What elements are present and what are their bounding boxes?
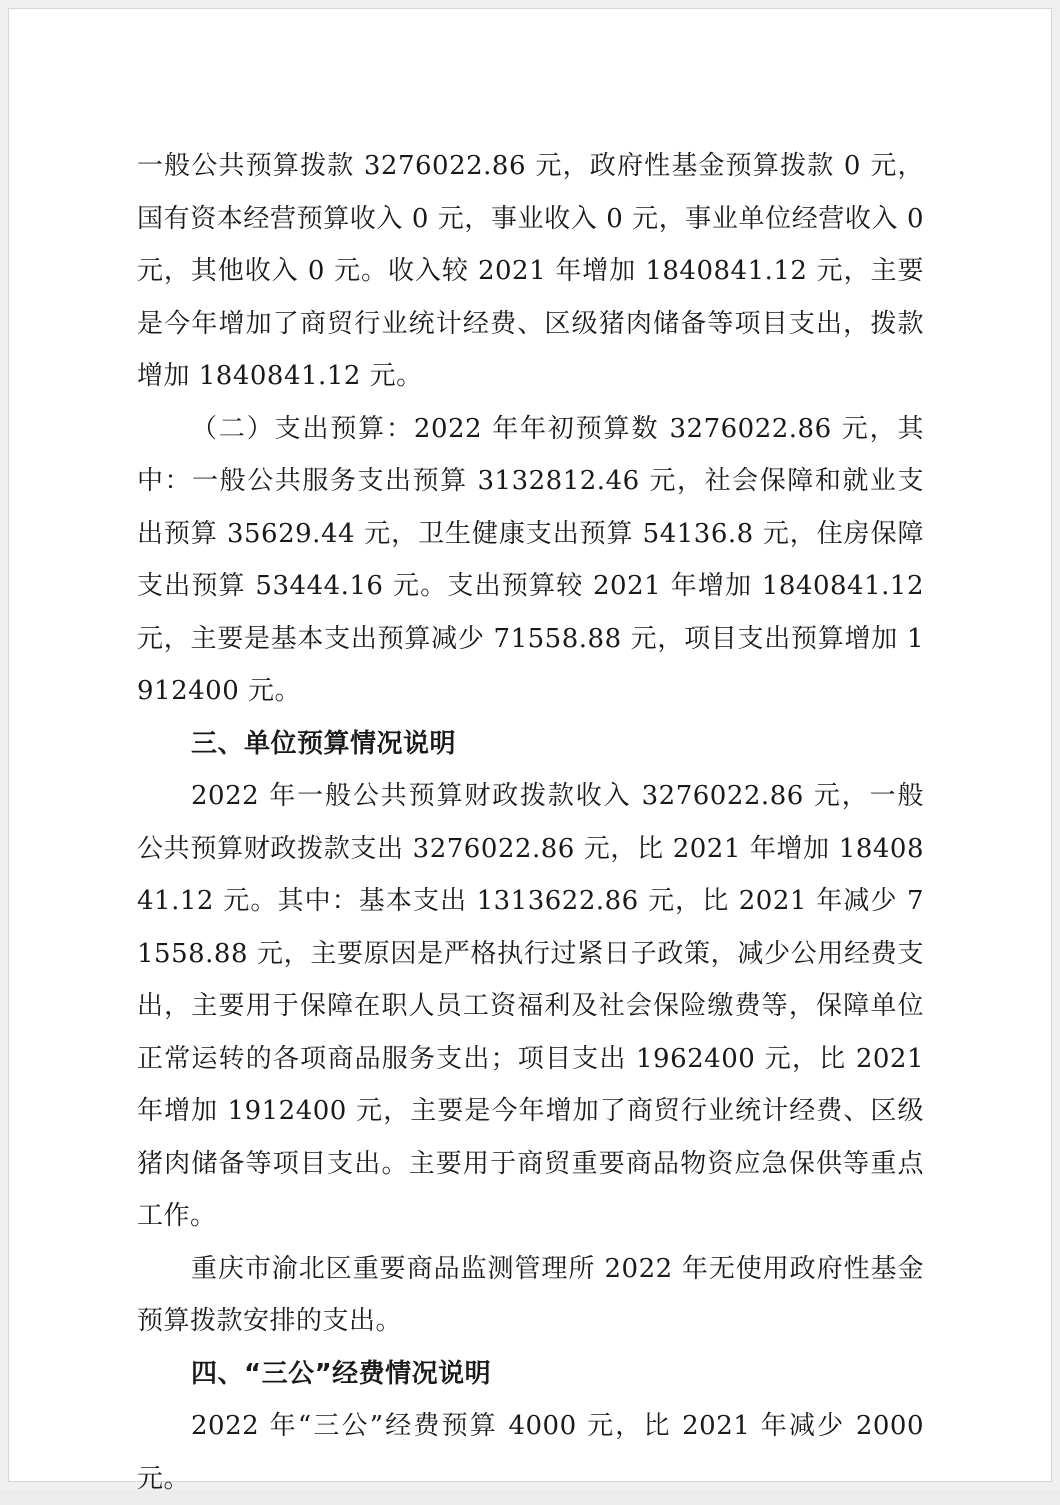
document-body: [137, 140, 924, 1505]
section-heading-unit-budget: 三、单位预算情况说明: [191, 728, 457, 759]
paragraph-unit-budget: 2022 年一般公共预算财政拨款收入 3276022.86 元，一般公共预算财政拨款支出 3276022.86 元，比 2021 年增加 1840841.12 元。其中：基本支出 1313622.86 元，比 2021 年减少 71558.88 元，主要原因是严格执行过紧日子政策，减少公用经费支出，主要用于保障在职人员工资福利及社会保险缴费等，保障单位正常运转的各项商品服务支出；项目支出 1962400 元，比 2021 年增加 1912400 元，主要是今年增加了商贸行业统计经费、区级猪肉储备等项目支出。主要用于商贸重要商品物资应急保供等重点工作。: [137, 781, 924, 1231]
paragraph-income-detail: 一般公共预算拨款 3276022.86 元，政府性基金预算拨款 0 元，国有资本经营预算收入 0 元，事业收入 0 元，事业单位经营收入 0 元，其他收入 0 元。收入较 2021 年增加 1840841.12 元，主要是今年增加了商贸行业统计经费、区级猪肉储备等项目支出，拨款增加 1840841.12 元。: [137, 151, 924, 391]
paragraph-three-public-budget: 2022 年“三公”经费预算 4000 元，比 2021 年减少 2000 元。: [137, 1411, 924, 1494]
section-heading-three-public: 四、“三公”经费情况说明: [191, 1358, 492, 1389]
paragraph-expenditure-budget: （二）支出预算：2022 年年初预算数 3276022.86 元，其中：一般公共服务支出预算 3132812.46 元，社会保障和就业支出预算 35629.44 元，卫生健康支出预算 54136.8 元，住房保障支出预算 53444.16 元。支出预算较 2021 年增加 1840841.12 元，主要是基本支出预算减少 71558.88 元，项目支出预算增加 1912400 元。: [137, 413, 924, 706]
paragraph-government-fund: 重庆市渝北区重要商品监测管理所 2022 年无使用政府性基金预算拨款安排的支出。: [137, 1253, 924, 1336]
